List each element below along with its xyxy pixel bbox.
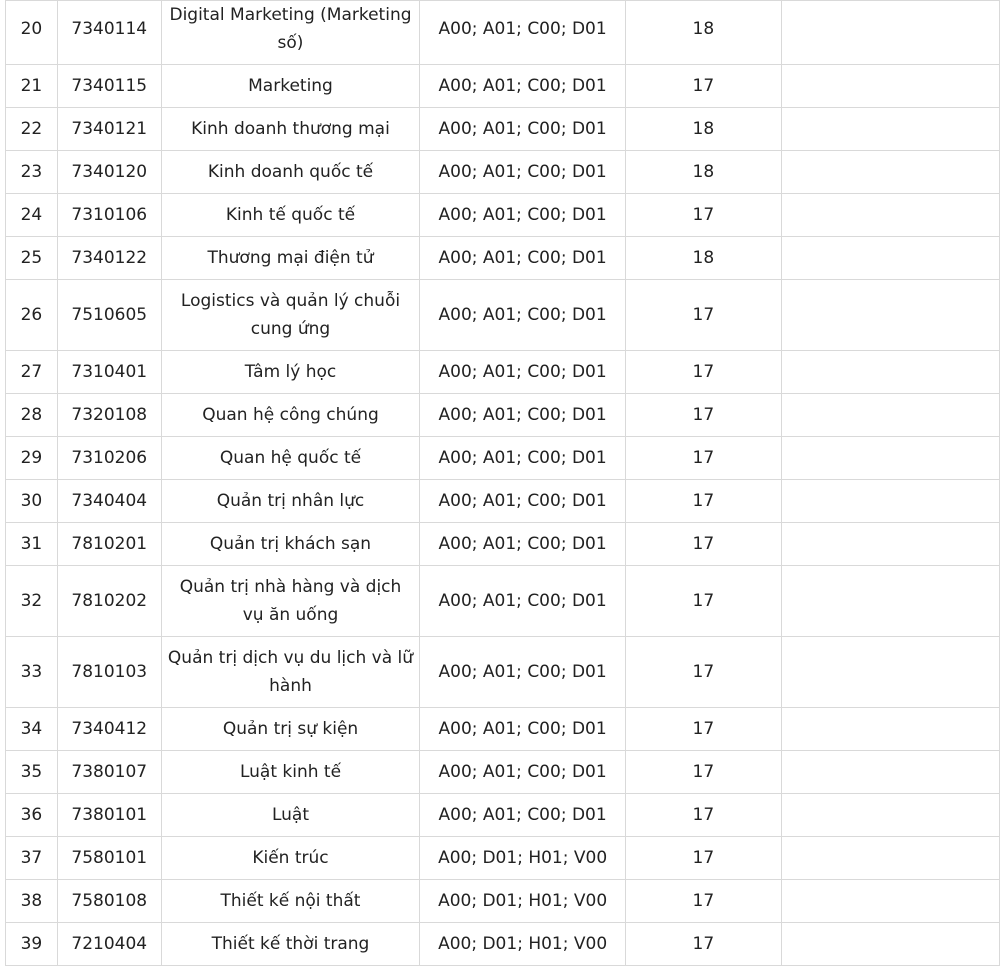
major-code-cell: 7810103 [57,637,161,708]
table-row [6,923,1000,966]
table-row [6,880,1000,923]
major-name-cell: Kiến trúc [161,837,420,880]
row-number-cell: 36 [6,794,58,837]
major-name-cell: Kinh doanh thương mại [161,108,420,151]
table-row [6,351,1000,394]
subject-blocks-cell: A00; A01; C00; D01 [420,1,626,65]
subject-blocks-cell: A00; A01; C00; D01 [420,394,626,437]
score-cell: 17 [625,523,781,566]
score-cell: 17 [625,480,781,523]
score-cell: 17 [625,194,781,237]
note-cell [781,637,999,708]
note-cell [781,280,999,351]
subject-blocks-cell: A00; A01; C00; D01 [420,751,626,794]
major-name-cell: Luật [161,794,420,837]
note-cell [781,194,999,237]
score-cell: 17 [625,437,781,480]
subject-blocks-cell: A00; A01; C00; D01 [420,280,626,351]
table-row [6,837,1000,880]
subject-blocks-cell: A00; A01; C00; D01 [420,637,626,708]
score-cell: 17 [625,880,781,923]
subject-blocks-cell: A00; A01; C00; D01 [420,65,626,108]
table-row [6,794,1000,837]
subject-blocks-cell: A00; A01; C00; D01 [420,794,626,837]
table-row [6,566,1000,637]
major-code-cell: 7340114 [57,1,161,65]
note-cell [781,794,999,837]
row-number-cell: 32 [6,566,58,637]
subject-blocks-cell: A00; A01; C00; D01 [420,108,626,151]
major-name-cell: Quản trị sự kiện [161,708,420,751]
major-name-cell: Digital Marketing (Marketing số) [161,1,420,65]
table-row [6,394,1000,437]
table-row [6,151,1000,194]
major-code-cell: 7510605 [57,280,161,351]
note-cell [781,437,999,480]
row-number-cell: 37 [6,837,58,880]
score-cell: 17 [625,65,781,108]
subject-blocks-cell: A00; A01; C00; D01 [420,566,626,637]
row-number-cell: 24 [6,194,58,237]
note-cell [781,523,999,566]
score-cell: 17 [625,351,781,394]
major-name-cell: Tâm lý học [161,351,420,394]
table-row [6,437,1000,480]
table-row [6,280,1000,351]
major-name-cell: Quan hệ quốc tế [161,437,420,480]
row-number-cell: 22 [6,108,58,151]
major-name-cell: Quản trị nhân lực [161,480,420,523]
table-row [6,708,1000,751]
row-number-cell: 39 [6,923,58,966]
note-cell [781,923,999,966]
major-code-cell: 7310401 [57,351,161,394]
major-code-cell: 7380107 [57,751,161,794]
table-row [6,637,1000,708]
note-cell [781,394,999,437]
subject-blocks-cell: A00; A01; C00; D01 [420,237,626,280]
major-code-cell: 7340122 [57,237,161,280]
note-cell [781,708,999,751]
row-number-cell: 25 [6,237,58,280]
row-number-cell: 28 [6,394,58,437]
major-name-cell: Marketing [161,65,420,108]
major-code-cell: 7810201 [57,523,161,566]
major-name-cell: Quan hệ công chúng [161,394,420,437]
major-name-cell: Kinh doanh quốc tế [161,151,420,194]
admission-table [5,0,1000,966]
subject-blocks-cell: A00; D01; H01; V00 [420,880,626,923]
major-code-cell: 7340404 [57,480,161,523]
subject-blocks-cell: A00; A01; C00; D01 [420,480,626,523]
table-body [6,1,1000,966]
major-code-cell: 7320108 [57,394,161,437]
row-number-cell: 31 [6,523,58,566]
note-cell [781,108,999,151]
table-row [6,523,1000,566]
major-name-cell: Quản trị khách sạn [161,523,420,566]
subject-blocks-cell: A00; D01; H01; V00 [420,923,626,966]
row-number-cell: 38 [6,880,58,923]
table-row [6,237,1000,280]
subject-blocks-cell: A00; A01; C00; D01 [420,151,626,194]
score-cell: 18 [625,237,781,280]
table-row [6,65,1000,108]
row-number-cell: 29 [6,437,58,480]
note-cell [781,1,999,65]
table-row [6,480,1000,523]
score-cell: 18 [625,151,781,194]
major-code-cell: 7310106 [57,194,161,237]
note-cell [781,65,999,108]
major-code-cell: 7380101 [57,794,161,837]
subject-blocks-cell: A00; A01; C00; D01 [420,523,626,566]
major-name-cell: Kinh tế quốc tế [161,194,420,237]
row-number-cell: 26 [6,280,58,351]
table-row [6,1,1000,65]
row-number-cell: 35 [6,751,58,794]
row-number-cell: 27 [6,351,58,394]
table-row [6,751,1000,794]
score-cell: 17 [625,751,781,794]
score-cell: 17 [625,837,781,880]
major-name-cell: Quản trị dịch vụ du lịch và lữ hành [161,637,420,708]
score-cell: 18 [625,108,781,151]
subject-blocks-cell: A00; A01; C00; D01 [420,194,626,237]
major-code-cell: 7580101 [57,837,161,880]
major-code-cell: 7210404 [57,923,161,966]
row-number-cell: 30 [6,480,58,523]
major-name-cell: Luật kinh tế [161,751,420,794]
note-cell [781,837,999,880]
major-name-cell: Quản trị nhà hàng và dịch vụ ăn uống [161,566,420,637]
score-cell: 17 [625,394,781,437]
subject-blocks-cell: A00; A01; C00; D01 [420,708,626,751]
table-row [6,108,1000,151]
major-code-cell: 7580108 [57,880,161,923]
note-cell [781,480,999,523]
major-code-cell: 7340121 [57,108,161,151]
note-cell [781,237,999,280]
subject-blocks-cell: A00; D01; H01; V00 [420,837,626,880]
score-cell: 18 [625,1,781,65]
subject-blocks-cell: A00; A01; C00; D01 [420,437,626,480]
row-number-cell: 20 [6,1,58,65]
note-cell [781,151,999,194]
row-number-cell: 33 [6,637,58,708]
note-cell [781,880,999,923]
major-code-cell: 7340115 [57,65,161,108]
score-cell: 17 [625,708,781,751]
major-code-cell: 7810202 [57,566,161,637]
major-code-cell: 7310206 [57,437,161,480]
note-cell [781,566,999,637]
major-name-cell: Logistics và quản lý chuỗi cung ứng [161,280,420,351]
note-cell [781,751,999,794]
row-number-cell: 34 [6,708,58,751]
score-cell: 17 [625,923,781,966]
score-cell: 17 [625,637,781,708]
major-name-cell: Thiết kế nội thất [161,880,420,923]
score-cell: 17 [625,566,781,637]
major-code-cell: 7340120 [57,151,161,194]
row-number-cell: 23 [6,151,58,194]
major-name-cell: Thiết kế thời trang [161,923,420,966]
note-cell [781,351,999,394]
score-cell: 17 [625,794,781,837]
subject-blocks-cell: A00; A01; C00; D01 [420,351,626,394]
score-cell: 17 [625,280,781,351]
major-code-cell: 7340412 [57,708,161,751]
table-row [6,194,1000,237]
major-name-cell: Thương mại điện tử [161,237,420,280]
row-number-cell: 21 [6,65,58,108]
